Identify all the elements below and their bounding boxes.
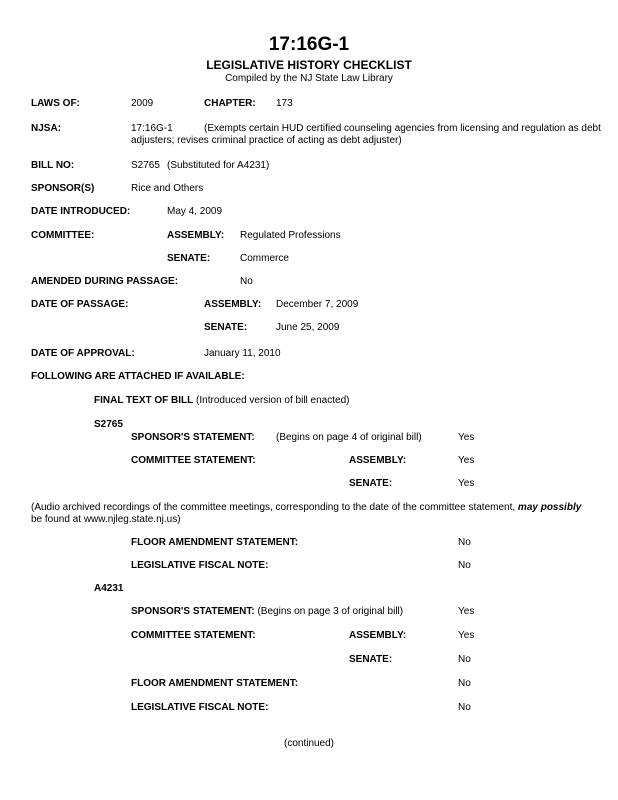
s2765-committee-senate-value: Yes: [458, 478, 475, 489]
a4231-sponsor-row: [131, 606, 403, 618]
audio-note-emphasis: may possibly: [517, 502, 582, 513]
committee-senate-value: Commerce: [240, 253, 289, 264]
a4231-floor-label: FLOOR AMENDMENT STATEMENT:: [131, 678, 299, 689]
a4231-sponsor-label: SPONSOR'S STATEMENT:: [131, 606, 255, 617]
amended-label: AMENDED DURING PASSAGE:: [31, 276, 179, 287]
final-text-label: FINAL TEXT OF BILL: [94, 395, 194, 406]
njsa-label: NJSA:: [31, 123, 62, 134]
audio-note-line2: be found at www.njleg.state.nj.us): [31, 514, 181, 525]
chapter-label: CHAPTER:: [204, 98, 256, 109]
a4231-committee-senate-value: No: [458, 654, 471, 665]
s2765-floor-label: FLOOR AMENDMENT STATEMENT:: [131, 537, 299, 548]
a4231-sponsor-note: (Begins on page 3 of original bill): [257, 606, 404, 617]
date-introduced-label: DATE INTRODUCED:: [31, 206, 131, 217]
passage-senate-label: SENATE:: [204, 322, 248, 333]
njsa-description-line2: adjusters; revises criminal practice of acting as debt adjuster): [131, 135, 402, 146]
a4231-heading: A4231: [94, 583, 124, 594]
a4231-sponsor-value: Yes: [458, 606, 475, 617]
passage-assembly-value: December 7, 2009: [276, 299, 359, 310]
laws-of-label: LAWS OF:: [31, 98, 80, 109]
bill-no-value: S2765: [131, 160, 160, 171]
final-text-note: (Introduced version of bill enacted): [196, 395, 350, 406]
bill-no-note: (Substituted for A4231): [167, 160, 270, 171]
sponsors-value: Rice and Others: [131, 183, 204, 194]
passage-senate-value: June 25, 2009: [276, 322, 340, 333]
committee-senate-label: SENATE:: [167, 253, 211, 264]
page-subtitle: LEGISLATIVE HISTORY CHECKLIST: [206, 58, 412, 72]
page-title: 17:16G-1: [268, 34, 350, 55]
audio-note-text: (Audio archived recordings of the committee meetings, corresponding to the date of the committee statement,: [31, 502, 518, 513]
compiled-by: Compiled by the NJ State Law Library: [225, 73, 393, 84]
a4231-fiscal-label: LEGISLATIVE FISCAL NOTE:: [131, 702, 269, 713]
passage-assembly-label: ASSEMBLY:: [204, 299, 262, 310]
approval-label: DATE OF APPROVAL:: [31, 348, 135, 359]
a4231-committee-label: COMMITTEE STATEMENT:: [131, 630, 256, 641]
passage-label: DATE OF PASSAGE:: [31, 299, 129, 310]
njsa-description-line1: (Exempts certain HUD certified counseling agencies from licensing and regulation as debt: [204, 123, 601, 134]
attached-heading: FOLLOWING ARE ATTACHED IF AVAILABLE:: [31, 371, 245, 382]
committee-assembly-label: ASSEMBLY:: [167, 230, 225, 241]
a4231-committee-assembly-label: ASSEMBLY:: [349, 630, 407, 641]
njsa-value: 17:16G-1: [131, 123, 173, 134]
amended-value: No: [240, 276, 253, 287]
date-introduced-value: May 4, 2009: [167, 206, 223, 217]
continued-note: (continued): [283, 738, 335, 749]
s2765-sponsor-label: SPONSOR'S STATEMENT:: [131, 432, 255, 443]
chapter-value: 173: [276, 98, 293, 109]
approval-value: January 11, 2010: [204, 348, 281, 359]
audio-note-line1: [31, 502, 581, 514]
s2765-sponsor-value: Yes: [458, 432, 475, 443]
a4231-floor-value: No: [458, 678, 471, 689]
s2765-fiscal-label: LEGISLATIVE FISCAL NOTE:: [131, 560, 269, 571]
laws-of-value: 2009: [131, 98, 154, 109]
a4231-fiscal-value: No: [458, 702, 471, 713]
s2765-committee-label: COMMITTEE STATEMENT:: [131, 455, 256, 466]
s2765-fiscal-value: No: [458, 560, 471, 571]
final-text-row: [94, 395, 349, 407]
committee-label: COMMITTEE:: [31, 230, 95, 241]
a4231-committee-senate-label: SENATE:: [349, 654, 393, 665]
s2765-floor-value: No: [458, 537, 471, 548]
bill-no-label: BILL NO:: [31, 160, 75, 171]
committee-assembly-value: Regulated Professions: [240, 230, 341, 241]
s2765-heading: S2765: [94, 419, 123, 430]
s2765-sponsor-note: (Begins on page 4 of original bill): [276, 432, 422, 443]
s2765-committee-assembly-label: ASSEMBLY:: [349, 455, 407, 466]
s2765-committee-senate-label: SENATE:: [349, 478, 393, 489]
s2765-committee-assembly-value: Yes: [458, 455, 475, 466]
a4231-committee-assembly-value: Yes: [458, 630, 475, 641]
sponsors-label: SPONSOR(S): [31, 183, 95, 194]
